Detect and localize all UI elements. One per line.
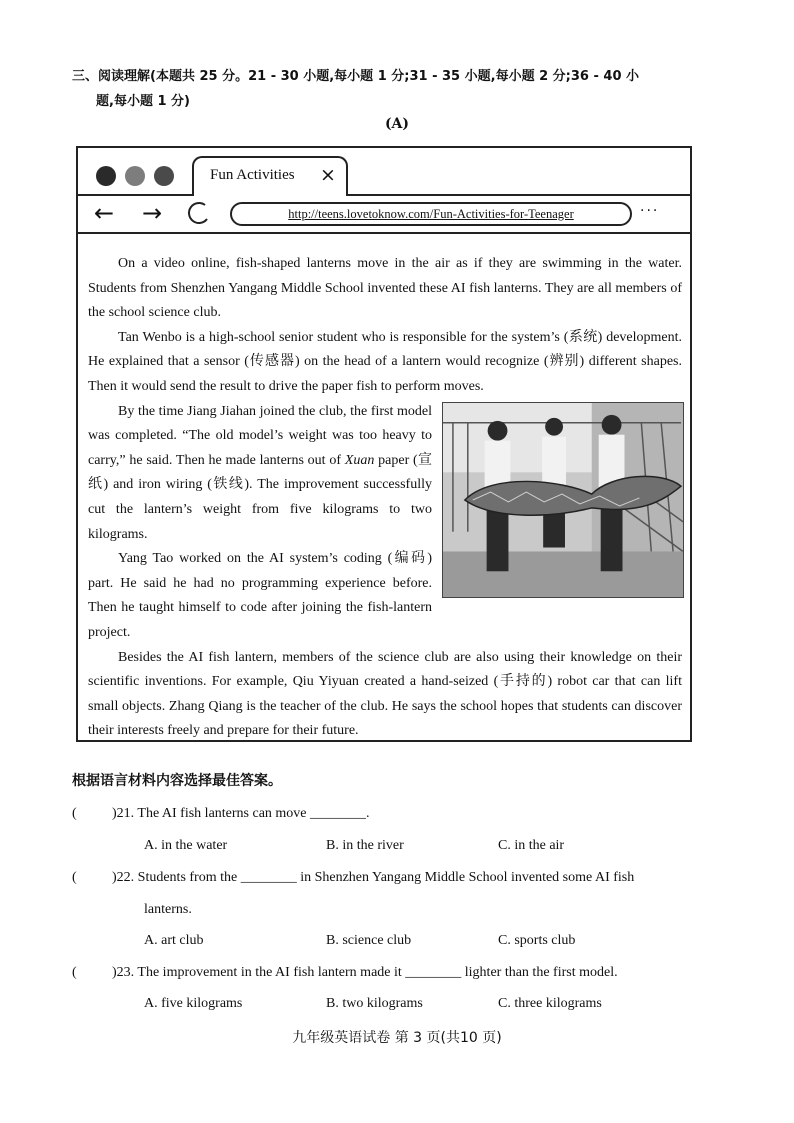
option-c[interactable]: C. in the air <box>498 838 565 853</box>
url-text: http://teens.lovetoknow.com/Fun-Activities-for-Teenager <box>288 207 574 221</box>
article-paragraph-5: Besides the AI fish lantern, members of the science club are also using their knowledge on their scientific inventions. For example, Qiu Yiyuan created a hand-seized (手持的) robot car that can lift small objects. Zhang Qiang is the teacher of the club. He says the school hopes that students can discover their interests freely and prepare for their future. <box>88 649 682 739</box>
option-b[interactable]: B. two kilograms <box>326 996 423 1011</box>
more-menu-icon[interactable]: ··· <box>640 203 660 219</box>
browser-tab[interactable] <box>192 156 348 196</box>
reload-icon[interactable] <box>184 199 212 234</box>
article-paragraph-3-text-a: By the time Jiang Jiahan joined the club, the first model was completed. “The old model’s weight was too heavy to carry,” he said. Then he made lanterns out of <box>88 403 432 468</box>
answer-paren: ( <box>72 965 77 980</box>
tab-strip-line <box>78 194 690 196</box>
forward-arrow-icon[interactable]: → <box>142 199 163 227</box>
article-paragraph-3-italic: Xuan <box>344 452 375 468</box>
back-arrow-icon[interactable]: ← <box>94 199 115 227</box>
answer-paren: ( <box>72 806 77 821</box>
article-paragraph-3-text-b: paper (宣纸) and iron wiring (铁线). The improvement successfully cut the lantern’s weight from five kilograms to two kilograms. <box>88 452 432 542</box>
tab-title: Fun Activities <box>210 167 295 183</box>
instruction: 根据语言材料内容选择最佳答案。 <box>72 773 282 789</box>
option-a[interactable]: A. in the water <box>144 838 228 853</box>
browser-window <box>76 146 692 742</box>
option-a[interactable]: A. five kilograms <box>144 996 243 1011</box>
question-text: )22. Students from the ________ in Shenzhen Yangang Middle School invented some AI fish <box>112 870 635 885</box>
question-text-continued: lanterns. <box>144 902 192 917</box>
article-paragraph-2: Tan Wenbo is a high-school senior student who is responsible for the system’s (系统) development. He explained that a sensor (传感器) on the head of a lantern would recognize (辨别) different shapes. Then it would send the result to drive the paper fish to perform moves. <box>88 329 682 394</box>
option-b[interactable]: B. science club <box>326 933 412 948</box>
section-header-line2: 题,每小题 1 分) <box>96 94 190 109</box>
page-footer: 九年级英语试卷 第 3 页(共10 页) <box>292 1030 502 1046</box>
section-header <box>72 64 712 114</box>
address-bar[interactable] <box>230 202 632 226</box>
article-paragraph-4: Yang Tao worked on the AI system’s coding (编码) part. He said he had no programming experience before. Then he taught himself to code after joining the fish-lantern project. <box>88 551 432 640</box>
option-a[interactable]: A. art club <box>144 933 204 948</box>
section-header-line1: 三、阅读理解(本题共 25 分。21 - 30 小题,每小题 1 分;31 - 35 小题,每小题 2 分;36 - 40 小 <box>72 69 640 84</box>
article-paragraph-1: On a video online, fish-shaped lanterns move in the air as if they are swimming in the water. Students from Shenzhen Yangang Middle School invented these AI fish lanterns. They are all members of the school science club. <box>88 256 682 321</box>
students-with-fish-lantern-photo <box>442 402 684 598</box>
option-c[interactable]: C. sports club <box>498 933 576 948</box>
part-label: (A) <box>384 116 410 132</box>
window-dot-icon <box>125 166 145 186</box>
answer-paren: ( <box>72 870 77 885</box>
window-dot-icon <box>154 166 174 186</box>
question-text: )23. The improvement in the AI fish lantern made it ________ lighter than the first model. <box>112 965 618 980</box>
question-text: )21. The AI fish lanterns can move ________. <box>112 806 370 821</box>
option-b[interactable]: B. in the river <box>326 838 404 853</box>
window-dot-icon <box>96 166 116 186</box>
nav-bar-line <box>78 232 690 234</box>
article-paragraph-3 <box>88 400 682 548</box>
close-icon[interactable]: × <box>320 164 336 186</box>
article <box>88 252 682 744</box>
option-c[interactable]: C. three kilograms <box>498 996 602 1011</box>
